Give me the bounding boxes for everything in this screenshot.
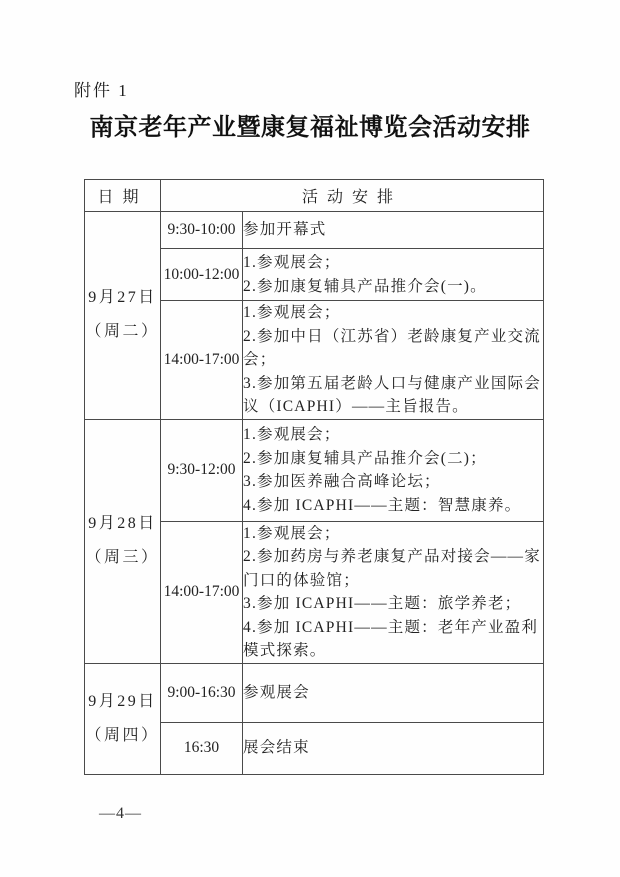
activity-cell [243,301,544,420]
activity-item: 4.参加 ICAPHI——主题：智慧康养。 [243,496,522,514]
header-date: 日期 [85,180,161,212]
activity-cell [243,722,544,774]
page-number: —4— [99,805,142,822]
activity-item: 1.参观展会； [243,426,341,443]
table-row [85,663,544,722]
time-cell: 10:00-12:00 [161,249,243,301]
activity-cell [243,249,544,301]
header-activity: 活动安排 [161,180,544,212]
activity-item: 3.参加第五届老龄人口与健康产业国际会议（ICAPHI）——主旨报告。 [243,374,541,415]
time-cell: 9:30-12:00 [161,419,243,521]
activity-item: 3.参加医养融合高峰论坛； [243,473,441,490]
table-row [85,212,544,249]
table-row [85,419,544,521]
page-title: 南京老年产业暨康复福祉博览会活动安排 [89,115,531,141]
activity-item: 参加开幕式 [243,221,327,239]
time-cell: 9:30-10:00 [161,212,243,249]
date-cell-sep28 [85,419,161,663]
activity-item: 2.参加康复辅具产品推介会(二)； [243,449,487,467]
time-cell: 9:00-16:30 [161,663,243,722]
time-cell: 14:00-17:00 [161,301,243,420]
activity-cell [243,663,544,722]
weekday-text: （周二） [85,323,160,341]
activity-cell [243,212,544,249]
weekday-text: （周四） [85,726,160,744]
activity-item: 1.参观展会； [243,524,341,542]
activity-item: 参观展会 [243,683,310,701]
table-header-row [85,180,544,212]
activity-cell [243,521,544,663]
activity-item: 2.参加药房与养老康复产品对接会——家门口的体验馆； [243,548,541,589]
date-cell-sep29 [85,663,161,774]
attachment-label: 附件 1 [74,81,129,100]
activity-item: 展会结束 [243,739,310,757]
date-text: 9月28日 [88,515,157,532]
activity-item: 1.参观展会； [243,304,341,321]
schedule-table [84,179,544,775]
time-cell: 16:30 [161,722,243,774]
activity-cell [243,419,544,521]
date-text: 9月27日 [88,289,157,307]
activity-item: 2.参加康复辅具产品推介会(一)。 [243,277,487,295]
activity-item: 1.参观展会； [243,254,341,271]
date-cell-sep27 [85,212,161,420]
time-cell: 14:00-17:00 [161,521,243,663]
activity-item: 4.参加 ICAPHI——主题：老年产业盈利模式探索。 [243,618,539,659]
weekday-text: （周三） [85,549,160,566]
activity-item: 3.参加 ICAPHI——主题：旅学养老； [243,595,522,612]
date-text: 9月29日 [88,692,157,710]
activity-item: 2.参加中日（江苏省）老龄康复产业交流会； [243,327,541,368]
